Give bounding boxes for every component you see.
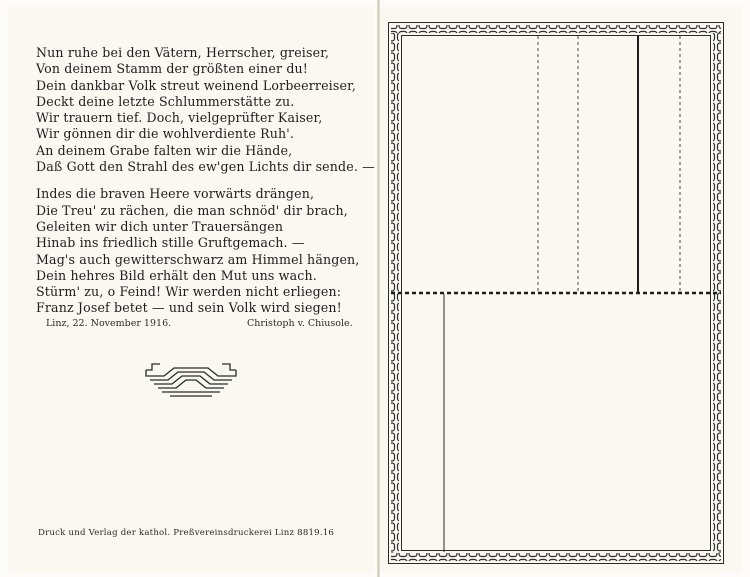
- poem-line: Dein dankbar Volk streut weinend Lorbeerreiser,: [36, 77, 357, 93]
- poem-line: Wir gönnen dir die wohlverdiente Ruh'.: [36, 126, 294, 142]
- poem-line: Nun ruhe bei den Vätern, Herrscher, greiser,: [36, 45, 330, 60]
- poem-line: Stürm' zu, o Feind! Wir werden nicht erliegen:: [36, 284, 342, 300]
- poem-line: Franz Josef betet — und sein Volk wird siegen!: [36, 300, 342, 316]
- poem-line: Hinab ins friedlich stille Gruftgemach. —: [36, 235, 305, 251]
- poem: [36, 45, 375, 328]
- poem-line: Wir trauern tief. Doch, vielgeprüfter Kaiser,: [36, 110, 323, 126]
- chain-link-border-frame: [388, 22, 724, 564]
- poem-line: Dein hehres Bild erhält den Mut uns wach.: [36, 267, 317, 283]
- poem-line: Die Treu' zu rächen, die man schnöd' dir brach,: [36, 202, 348, 218]
- poem-stanza: [36, 186, 366, 316]
- poem-line: Von deinem Stamm der größten einer du!: [36, 61, 309, 77]
- poem-line: Indes die braven Heere vorwärts drängen,: [36, 186, 315, 202]
- printer-imprint: Druck und Verlag der kathol. Preßvereinsdruckerei Linz 8819.16: [38, 528, 335, 538]
- poem-author: Christoph v. Chiusole.: [247, 318, 353, 329]
- poem-line: Daß Gott den Strahl des ew'gen Lichts dir sende. —: [36, 159, 375, 175]
- poem-stanza: [36, 45, 375, 175]
- poem-line: An deinem Grabe falten wir die Hände,: [36, 142, 293, 158]
- art-deco-ornament-icon: [142, 358, 240, 404]
- place-and-date: Linz, 22. November 1916.: [46, 318, 172, 329]
- poem-line: Geleiten wir dich unter Trauersängen: [36, 218, 284, 234]
- poem-line: Mag's auch gewitterschwarz am Himmel hängen,: [36, 251, 360, 267]
- poem-line: Deckt deine letzte Schlummerstätte zu.: [36, 93, 295, 109]
